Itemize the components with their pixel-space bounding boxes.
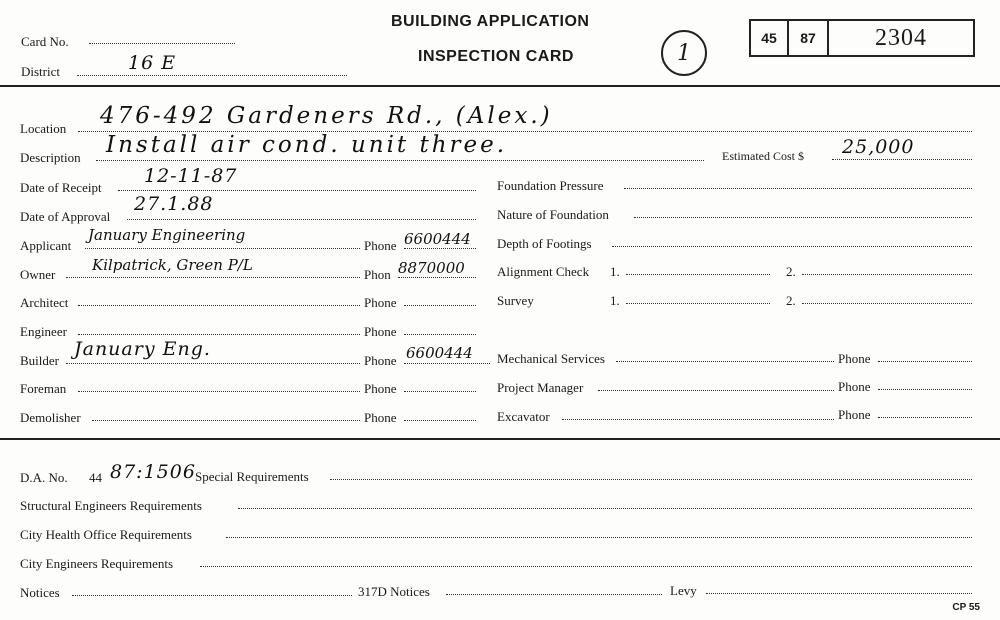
notices-317d-label: 317D Notices <box>358 584 430 599</box>
card-no-line <box>89 42 235 44</box>
notices-317d-line <box>446 593 662 595</box>
foreman-phone-line <box>404 390 476 392</box>
estimated-cost-line <box>832 158 972 160</box>
excavator-phone-line <box>878 416 972 418</box>
date-receipt-label: Date of Receipt <box>20 180 102 195</box>
description-line <box>96 159 704 161</box>
circled-number: 1 <box>661 30 707 76</box>
number-box-1: 45 <box>749 19 789 57</box>
demolisher-line <box>92 419 360 421</box>
foreman-label: Foreman <box>20 381 67 396</box>
architect-line <box>78 304 360 306</box>
da-no-label: D.A. No. <box>20 470 68 485</box>
structural-engineers-line <box>238 507 972 509</box>
mechanical-services-line <box>616 360 834 362</box>
alignment-num-2: 2. <box>786 264 796 279</box>
alignment-line-2 <box>802 273 972 275</box>
estimated-cost-label: Estimated Cost $ <box>722 149 804 163</box>
foreman-line <box>78 390 360 392</box>
da-prefix: 44 <box>89 470 102 485</box>
owner-value: Kilpatrick, Green P/L <box>92 256 253 274</box>
levy-label: Levy <box>670 583 697 598</box>
project-manager-phone-label: Phone <box>838 379 871 394</box>
architect-phone-label: Phone <box>364 295 397 310</box>
nature-foundation-label: Nature of Foundation <box>497 207 609 222</box>
project-manager-phone-line <box>878 388 972 390</box>
mechanical-phone-label: Phone <box>838 351 871 366</box>
city-engineers-line <box>200 565 972 567</box>
project-manager-line <box>598 389 834 391</box>
alignment-check-label: Alignment Check <box>497 264 590 279</box>
estimated-cost-value: 25,000 <box>842 136 915 158</box>
levy-line <box>706 592 972 594</box>
excavator-label: Excavator <box>497 409 550 424</box>
form-title: BUILDING APPLICATION <box>391 13 590 30</box>
demolisher-label: Demolisher <box>20 410 81 425</box>
header-divider <box>0 85 1000 87</box>
depth-footings-line <box>612 245 972 247</box>
card-no-label: Card No. <box>21 34 69 49</box>
architect-label: Architect <box>20 295 69 310</box>
city-engineers-label: City Engineers Requirements <box>20 556 174 571</box>
owner-label: Owner <box>20 267 56 282</box>
engineer-phone-line <box>404 333 476 335</box>
demolisher-phone-line <box>404 419 476 421</box>
excavator-line <box>562 418 834 420</box>
alignment-num-1: 1. <box>610 264 620 279</box>
district-label: District <box>21 64 60 79</box>
city-health-line <box>226 536 972 538</box>
engineer-phone-label: Phone <box>364 324 397 339</box>
date-approval-line <box>127 218 476 220</box>
date-approval-value: 27.1.88 <box>134 193 214 215</box>
card-number-box: 2304 <box>827 19 975 57</box>
notices-line <box>72 594 352 596</box>
survey-line-2 <box>802 302 972 304</box>
description-label: Description <box>20 150 81 165</box>
builder-phone-value: 6600444 <box>406 344 473 362</box>
builder-line <box>66 362 360 364</box>
district-value: 16 E <box>128 52 177 74</box>
builder-value: January Eng. <box>74 338 211 360</box>
builder-label: Builder <box>20 353 59 368</box>
form-code: CP 55 <box>952 602 980 613</box>
alignment-line-1 <box>626 273 770 275</box>
applicant-phone-label: Phone <box>364 238 397 253</box>
applicant-label: Applicant <box>20 238 72 253</box>
mechanical-services-label: Mechanical Services <box>497 351 605 366</box>
owner-phone-label: Phon <box>364 267 391 282</box>
location-label: Location <box>20 121 67 136</box>
da-number-value: 87:1506 <box>110 461 196 483</box>
architect-phone-line <box>404 304 476 306</box>
city-health-label: City Health Office Requirements <box>20 527 192 542</box>
builder-phone-label: Phone <box>364 353 397 368</box>
survey-num-2: 2. <box>786 293 796 308</box>
district-line <box>77 74 347 76</box>
survey-line-1 <box>626 302 770 304</box>
notices-label: Notices <box>20 585 60 600</box>
demolisher-phone-label: Phone <box>364 410 397 425</box>
date-approval-label: Date of Approval <box>20 209 111 224</box>
number-box-2: 87 <box>787 19 829 57</box>
foundation-pressure-label: Foundation Pressure <box>497 178 604 193</box>
project-manager-label: Project Manager <box>497 380 584 395</box>
date-receipt-value: 12-11-87 <box>144 165 238 187</box>
engineer-label: Engineer <box>20 324 67 339</box>
owner-line <box>66 276 360 278</box>
special-requirements-label: Special Requirements <box>195 469 309 484</box>
applicant-line <box>85 247 360 249</box>
bottom-divider <box>0 438 1000 440</box>
form-subtitle: INSPECTION CARD <box>418 48 574 65</box>
survey-num-1: 1. <box>610 293 620 308</box>
date-receipt-line <box>118 189 476 191</box>
depth-footings-label: Depth of Footings <box>497 236 592 251</box>
special-requirements-line <box>330 478 972 480</box>
structural-engineers-label: Structural Engineers Requirements <box>20 498 202 513</box>
description-value: Install air cond. unit three. <box>106 132 508 158</box>
nature-foundation-line <box>634 216 972 218</box>
owner-phone-value: 8870000 <box>398 259 465 277</box>
excavator-phone-label: Phone <box>838 407 871 422</box>
foreman-phone-label: Phone <box>364 381 397 396</box>
survey-label: Survey <box>497 293 534 308</box>
engineer-line <box>78 333 360 335</box>
foundation-pressure-line <box>624 187 972 189</box>
mechanical-phone-line <box>878 360 972 362</box>
location-value: 476-492 Gardeners Rd., (Alex.) <box>100 103 553 129</box>
applicant-value: January Engineering <box>88 226 246 244</box>
applicant-phone-value: 6600444 <box>404 230 471 248</box>
